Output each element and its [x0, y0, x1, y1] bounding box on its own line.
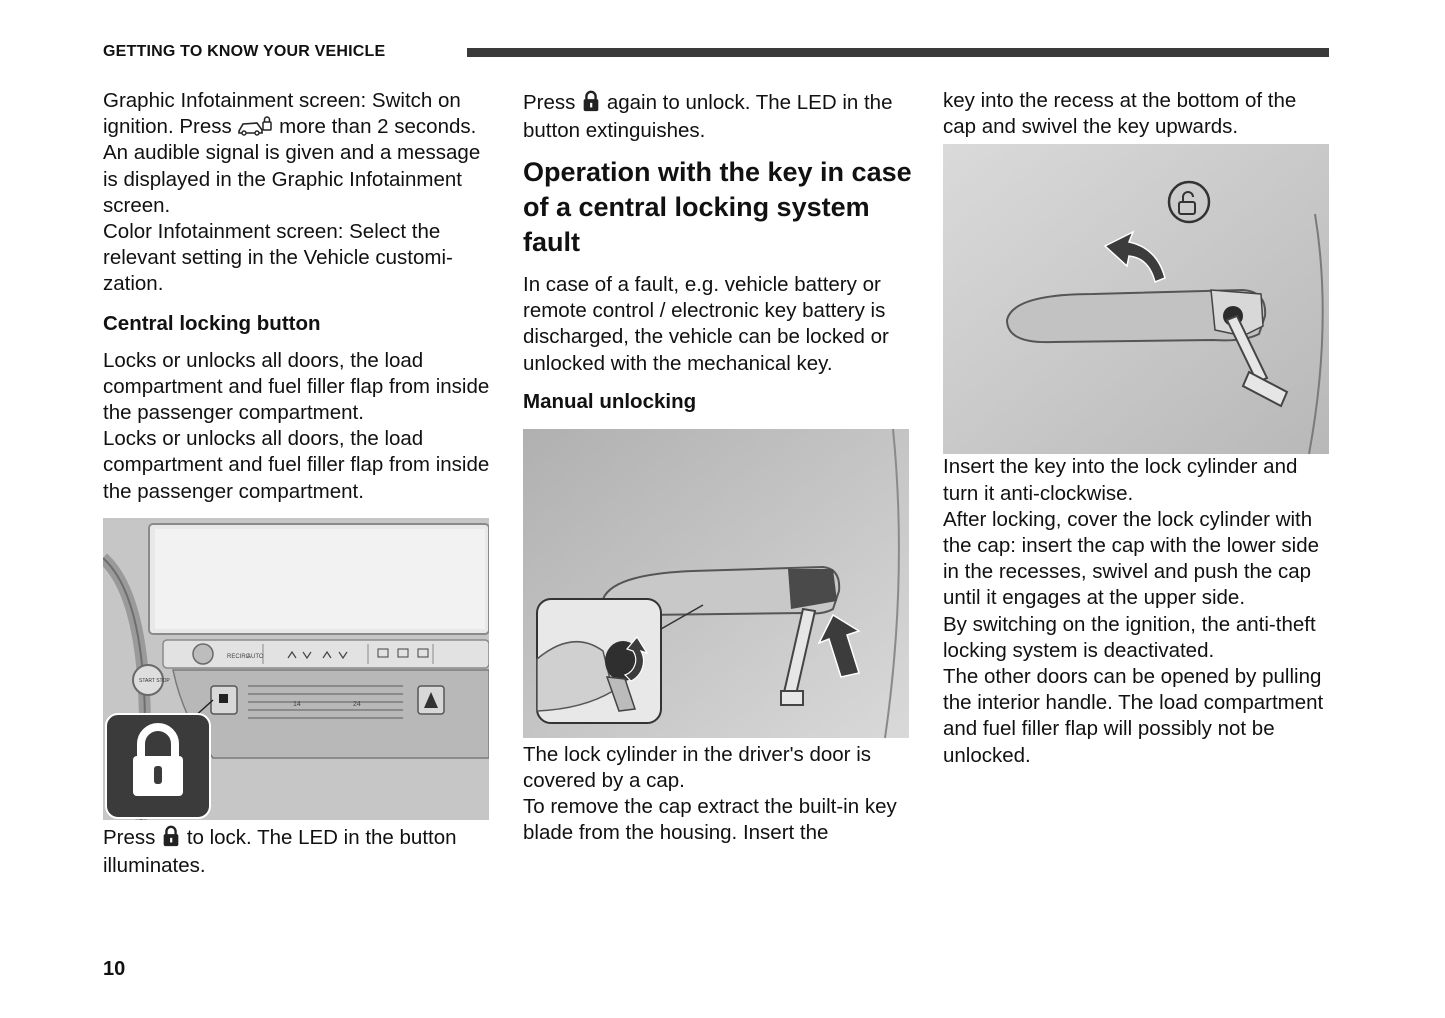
section-heading: Central locking button [103, 311, 321, 335]
running-header: GETTING TO KNOW YOUR VEHICLE [103, 43, 386, 60]
paragraph: The other doors can be opened by pulling the interior handle. The load compartment and fuel filler flap will possibly not be unlocked. [943, 665, 1324, 767]
paragraph: After locking, cover the lock cylinder with the cap: insert the cap with the lower side in the recesses, swivel and push the cap until it engages at the upper side. [943, 507, 1320, 610]
key-swivel-drawing [943, 144, 1329, 454]
column-left [103, 88, 493, 880]
section-heading: Manual unlocking [523, 389, 697, 413]
temp-right-label: 24 [353, 700, 361, 708]
text: Press [103, 825, 156, 849]
section-title: Operation with the key in case of a central locking system fault [523, 157, 912, 257]
figure-caption [103, 824, 493, 880]
door-handle-illustration [523, 429, 909, 738]
paragraph: The lock cylinder in the driver's door is covered by a cap. [523, 742, 871, 793]
paragraph [523, 89, 913, 145]
start-stop-label: START STOP [139, 677, 170, 684]
paragraph: key into the recess at the bottom of the cap and swivel the key upwards. [943, 89, 1297, 139]
temp-left-label: 14 [293, 700, 301, 708]
unlock-icon [581, 90, 601, 112]
paragraph: By switching on the ignition, the anti-theft locking system is deactivated. [943, 612, 1316, 662]
paragraph: In case of a fault, e.g. vehicle battery or remote control / electronic key battery is discharged, the vehicle can be locked or unlocked with the mechanical key. [523, 273, 889, 375]
paragraph: To remove the cap extract the built-in key blade from the housing. Insert the [523, 795, 897, 845]
car-lock-icon [237, 114, 273, 136]
column-right [943, 88, 1333, 769]
paragraph [103, 88, 493, 219]
recirc-label: RECIRC [227, 653, 251, 660]
page-number: 10 [103, 958, 126, 980]
text: Graphic Infotainment screen: Switch on ignition. Press [103, 89, 461, 139]
key-swivel-illustration [943, 144, 1329, 454]
dashboard-drawing [103, 518, 489, 820]
header-rule [467, 48, 1329, 57]
lock-icon [161, 825, 181, 847]
text: Press [523, 91, 576, 114]
paragraph: Locks or unlocks all doors, the load compartment and fuel filler flap from inside the passenger compartment. [103, 427, 490, 503]
door-handle-drawing [523, 429, 909, 738]
text: again to unlock. The LED in the button extinguishes. [523, 91, 893, 142]
text: more than 2 seconds. An audible signal is given and a message is displayed in the Graphic Infotainment screen. [103, 115, 481, 217]
auto-label: AUTO [247, 653, 264, 660]
column-middle [523, 88, 913, 847]
paragraph: Insert the key into the lock cylinder and turn it anti-clockwise. [943, 455, 1298, 505]
dashboard-illustration [103, 518, 489, 820]
paragraph: Color Infotainment screen: Select the relevant setting in the Vehicle customization. [103, 220, 453, 296]
text: to lock. The LED in the button illuminates. [103, 825, 457, 877]
paragraph: Locks or unlocks all doors, the load compartment and fuel filler flap from inside the passenger compartment. [103, 348, 490, 425]
